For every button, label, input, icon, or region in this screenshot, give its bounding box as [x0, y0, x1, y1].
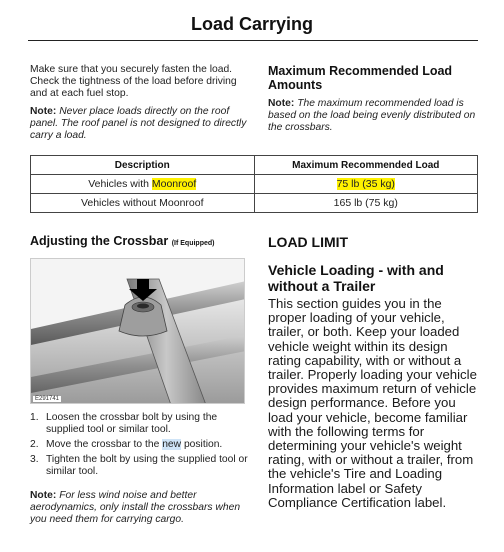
crossbar-heading-suffix: (If Equipped)	[171, 240, 215, 247]
intro-note	[30, 106, 252, 142]
step-text-after: position.	[181, 439, 223, 450]
page-title: Load Carrying	[190, 14, 314, 34]
title-divider	[28, 40, 478, 41]
crossbar-heading-text: Adjusting the Crossbar	[30, 234, 169, 248]
step-number: 3.	[30, 454, 39, 465]
max-load-note-label: Note:	[268, 98, 295, 109]
highlighted-load-value: 75 lb (35 kg)	[336, 178, 395, 190]
max-load-note-text: The maximum recommended load is based on the load being evenly distributed on the crossbars.	[268, 98, 476, 133]
crossbar-note-text: For less wind noise and better aerodynamics, only install the crossbars when you need them for carrying cargo.	[30, 490, 241, 525]
table-header-max-load: Maximum Recommended Load	[254, 156, 478, 175]
max-load-section	[268, 64, 480, 134]
crossbar-drawing	[31, 259, 245, 404]
step-highlighted-word: new	[162, 439, 182, 450]
intro-note-label: Note:	[30, 106, 57, 117]
table-header-description: Description	[31, 156, 255, 175]
crossbar-steps	[30, 412, 252, 481]
max-load-note	[268, 98, 480, 134]
crossbar-illustration	[30, 258, 245, 404]
table-row	[31, 175, 478, 194]
intro-text: Make sure that you securely fasten the load. Check the tightness of the load before driving and at each fuel stop.	[30, 64, 237, 99]
list-item	[30, 412, 252, 436]
table-cell-value: 165 lb (75 kg)	[254, 194, 478, 213]
table-row	[31, 194, 478, 213]
image-code: E291741	[35, 396, 60, 402]
description-prefix: Vehicles with	[88, 178, 152, 190]
list-item	[30, 439, 252, 451]
step-number: 1.	[30, 412, 39, 423]
table-cell-value	[254, 175, 478, 194]
step-text: Tighten the bolt by using the supplied tool or similar tool.	[46, 454, 248, 477]
table-cell-description	[31, 175, 255, 194]
highlighted-moonroof: Moonroof	[151, 178, 197, 190]
crossbar-note	[30, 490, 252, 526]
load-limit-heading: LOAD LIMIT	[268, 234, 349, 250]
list-item	[30, 454, 252, 478]
load-limit-body: This section guides you in the proper loading of your vehicle, trailer, or both. Keep your loaded vehicle weight within its design rating capability, with or without a trailer. Properly loading your vehicle provides maximum return of vehicle design performance. Before you load your vehicle, become familiar with the following terms for determining your vehicle's weight rating, with or without a trailer, from the vehicle's Tire and Loading Information label or Safety Compliance Certification label.	[268, 296, 477, 510]
table-cell-description: Vehicles without Moonroof	[31, 194, 255, 213]
step-number: 2.	[30, 439, 39, 450]
load-table	[30, 155, 478, 213]
max-load-heading: Maximum Recommended Load Amounts	[268, 64, 453, 92]
step-text: Loosen the crossbar bolt by using the supplied tool or similar tool.	[46, 412, 218, 435]
crossbar-heading	[30, 234, 214, 248]
crossbar-note-label: Note:	[30, 490, 57, 501]
intro-section	[30, 64, 252, 142]
table-header-row	[31, 156, 478, 175]
intro-note-text: Never place loads directly on the roof panel. The roof panel is not designed to directly carry a load.	[30, 106, 247, 141]
step-text-before: Move the crossbar to the	[46, 439, 163, 450]
vehicle-loading-heading: Vehicle Loading - with and without a Trailer	[268, 262, 444, 294]
